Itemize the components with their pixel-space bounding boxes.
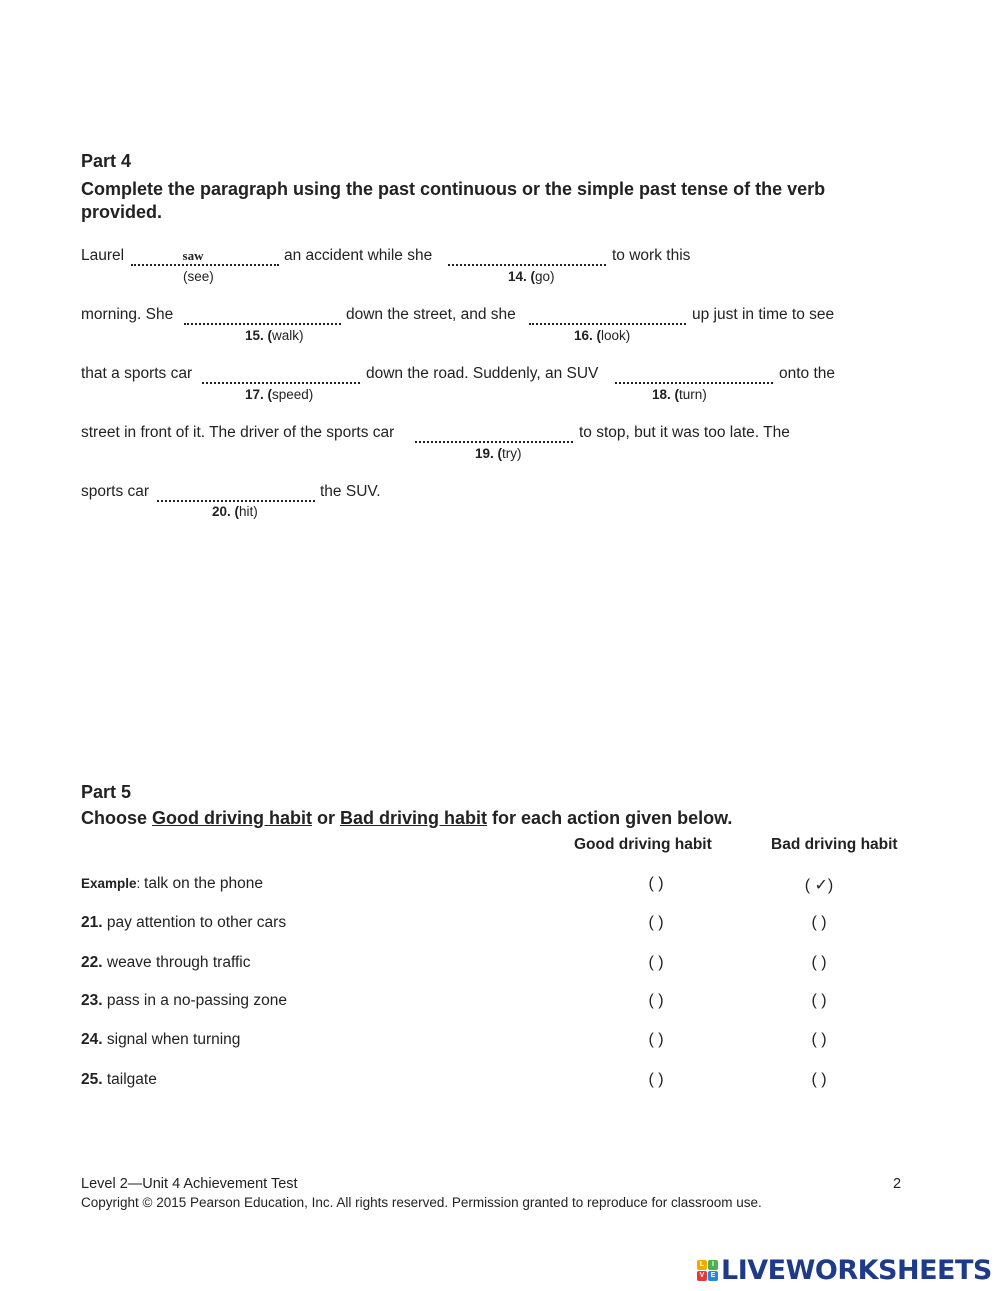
hint-16 bbox=[574, 328, 630, 343]
good-choice-25[interactable]: ( ) bbox=[648, 1071, 664, 1088]
part4-instructions: Complete the paragraph using the past continuous or the simple past tense of the verb provided. bbox=[81, 179, 826, 222]
item-text: pass in a no-passing zone bbox=[102, 992, 287, 1009]
hint-19-verb: try) bbox=[502, 446, 522, 461]
example-good-choice: ( ) bbox=[648, 875, 664, 892]
good-choice-24[interactable]: ( ) bbox=[648, 1031, 664, 1048]
item-number: 25. bbox=[81, 1071, 103, 1088]
p4-line5-text2: the SUV. bbox=[320, 483, 381, 500]
hint-18-num: 18. ( bbox=[652, 387, 680, 402]
page-number: 2 bbox=[893, 1176, 902, 1192]
copyright: Copyright © 2015 Pearson Education, Inc. All rights reserved. Permission granted to reproduce for classroom use. bbox=[81, 1195, 762, 1210]
column-header-bad: Bad driving habit bbox=[771, 836, 898, 853]
hint-19-num: 19. ( bbox=[475, 446, 503, 461]
p4-line2-text1: morning. She bbox=[81, 306, 174, 323]
part5-instr-bad: Bad driving habit bbox=[340, 808, 488, 828]
p4-line3-text1: that a sports car bbox=[81, 365, 193, 382]
hint-20 bbox=[212, 504, 258, 519]
p4-line2-text3: up just in time to see bbox=[692, 306, 835, 323]
item-text: weave through traffic bbox=[102, 954, 251, 971]
logo-block-e: E bbox=[708, 1271, 718, 1281]
item-text: signal when turning bbox=[102, 1031, 241, 1048]
hint-17-verb: speed) bbox=[272, 387, 314, 402]
item-number: 21. bbox=[81, 914, 103, 931]
item-text: tailgate bbox=[102, 1071, 157, 1088]
part5-instr-post: for each action given below. bbox=[487, 808, 733, 828]
hint-15-verb: walk) bbox=[272, 328, 304, 343]
bad-choice-24[interactable]: ( ) bbox=[811, 1031, 827, 1048]
part4-title: Part 4 bbox=[81, 151, 132, 171]
answer-blank-19[interactable] bbox=[415, 431, 573, 443]
hint-19 bbox=[475, 446, 522, 461]
logo-block-v: V bbox=[697, 1271, 707, 1281]
example-colon: : bbox=[136, 876, 145, 891]
bad-choice-21[interactable]: ( ) bbox=[811, 914, 827, 931]
hint-17-num: 17. ( bbox=[245, 387, 273, 402]
p4-line4-text2: to stop, but it was too late. The bbox=[579, 424, 790, 441]
bad-choice-23[interactable]: ( ) bbox=[811, 992, 827, 1009]
part5-instructions bbox=[81, 808, 732, 829]
good-choice-23[interactable]: ( ) bbox=[648, 992, 664, 1009]
example-bad-choice: ( ✓) bbox=[804, 877, 834, 894]
logo-text: LIVEWORKSHEETS bbox=[721, 1254, 992, 1286]
logo-block-l: L bbox=[697, 1260, 707, 1270]
example-answer: saw bbox=[182, 248, 204, 263]
example-row bbox=[81, 875, 263, 893]
hint-15 bbox=[245, 328, 304, 343]
answer-blank-15[interactable] bbox=[184, 313, 341, 325]
hint-16-num: 16. ( bbox=[574, 328, 602, 343]
hint-14 bbox=[508, 269, 555, 284]
part5-title: Part 5 bbox=[81, 782, 132, 802]
list-item bbox=[81, 992, 287, 1010]
answer-blank-20[interactable] bbox=[157, 490, 315, 502]
footer-title: Level 2—Unit 4 Achievement Test bbox=[81, 1176, 298, 1192]
hint-15-num: 15. ( bbox=[245, 328, 273, 343]
answer-blank-14[interactable] bbox=[448, 254, 606, 266]
hint-17 bbox=[245, 387, 313, 402]
list-item bbox=[81, 1031, 240, 1049]
hint-see: (see) bbox=[183, 269, 214, 284]
hint-14-num: 14. ( bbox=[508, 269, 536, 284]
p4-line1-text1: Laurel bbox=[81, 247, 125, 264]
logo-block-i: I bbox=[708, 1260, 718, 1270]
liveworksheets-logo[interactable] bbox=[697, 1255, 992, 1285]
item-number: 22. bbox=[81, 954, 103, 971]
p4-line3-text2: down the road. Suddenly, an SUV bbox=[366, 365, 599, 382]
hint-14-verb: go) bbox=[535, 269, 555, 284]
answer-blank-17[interactable] bbox=[202, 372, 360, 384]
p4-line1-text2: an accident while she bbox=[284, 247, 433, 264]
part5-instr-pre: Choose bbox=[81, 808, 153, 828]
hint-20-num: 20. ( bbox=[212, 504, 240, 519]
p4-line1-text3: to work this bbox=[612, 247, 691, 264]
p4-line5-text1: sports car bbox=[81, 483, 150, 500]
p4-line2-text2: down the street, and she bbox=[346, 306, 516, 323]
good-choice-22[interactable]: ( ) bbox=[648, 954, 664, 971]
item-number: 23. bbox=[81, 992, 103, 1009]
p4-line4-text1: street in front of it. The driver of the sports car bbox=[81, 424, 395, 441]
column-header-good: Good driving habit bbox=[574, 836, 712, 853]
example-label: Example bbox=[81, 876, 137, 891]
bad-choice-25[interactable]: ( ) bbox=[811, 1071, 827, 1088]
bad-choice-22[interactable]: ( ) bbox=[811, 954, 827, 971]
list-item bbox=[81, 1071, 157, 1089]
item-text: pay attention to other cars bbox=[102, 914, 287, 931]
hint-18-verb: turn) bbox=[679, 387, 707, 402]
part5-instr-good: Good driving habit bbox=[152, 808, 313, 828]
hint-16-verb: look) bbox=[601, 328, 631, 343]
answer-blank-16[interactable] bbox=[529, 313, 686, 325]
hint-18 bbox=[652, 387, 707, 402]
example-text: talk on the phone bbox=[144, 875, 263, 892]
logo-blocks-icon bbox=[697, 1260, 718, 1281]
list-item bbox=[81, 954, 250, 972]
p4-line3-text3: onto the bbox=[779, 365, 836, 382]
item-number: 24. bbox=[81, 1031, 103, 1048]
answer-blank-18[interactable] bbox=[615, 372, 773, 384]
hint-20-verb: hit) bbox=[239, 504, 258, 519]
part5-instr-mid: or bbox=[312, 808, 341, 828]
list-item bbox=[81, 914, 286, 932]
good-choice-21[interactable]: ( ) bbox=[648, 914, 664, 931]
